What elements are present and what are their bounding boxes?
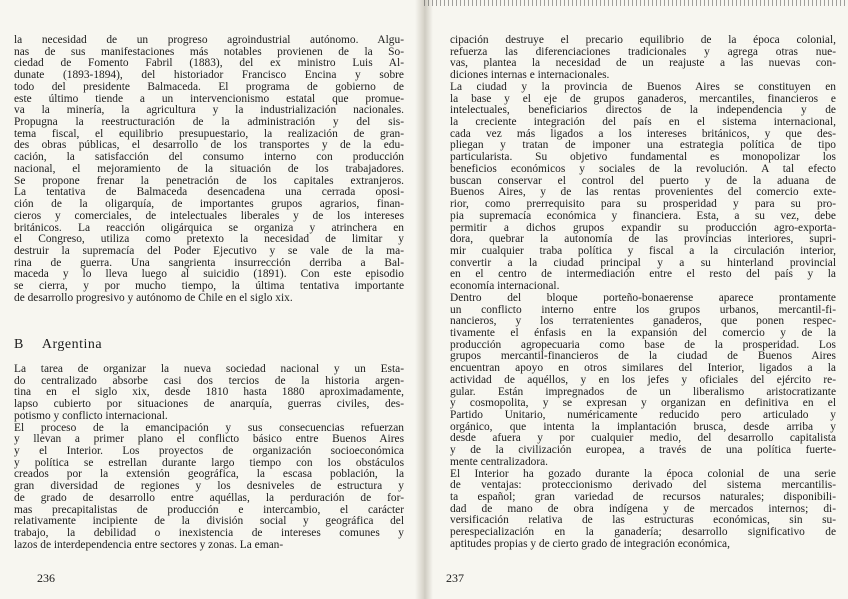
text-line: lazos de interdependencia entre sectores y zonas. La eman-: [14, 539, 284, 551]
text-line: des obras públicas, el desarrollo de los transportes y de la edu-: [14, 140, 404, 152]
text-line: Buenos Aires, y de las rentas provenientes del comercio exte-: [450, 187, 836, 199]
text-line: tema fiscal, el equilibrio presupuestario, la realización de gran-: [14, 128, 404, 140]
left-page-text-lower: [14, 364, 404, 552]
text-line: cieros y comerciales, de intelectuales liberales y de los intereses: [14, 210, 404, 222]
text-line: Propugna la reestructuración de la administración y del sis-: [14, 117, 404, 129]
text-line: va la minería, la agricultura y la industrialización nacionales.: [14, 105, 404, 117]
text-line: cada vez más ligados a los intereses británicos, y que des-: [450, 128, 836, 140]
text-line: en el centro de intermediación entre el resto del país y la: [450, 269, 836, 281]
text-line: aptitudes propias y de cierto grado de integración económica,: [450, 538, 730, 550]
text-line: mente centralizadora.: [450, 456, 549, 468]
text-line: gular. Están impregnados de un liberalismo aristocratizante: [450, 386, 836, 398]
text-line: este último tiende a un intervencionismo estatal que promue-: [14, 93, 404, 105]
right-page-text: [450, 35, 836, 551]
text-line: pliegan y tratan de imponer una estrategia política de tipo: [450, 140, 836, 152]
text-line: buscan conservar el control del puerto y de la aduana de: [450, 175, 836, 187]
book-gutter: [415, 0, 433, 599]
text-line: y cosmopolita, y se expresan y organizan en definitiva en el: [450, 398, 836, 410]
text-line: la base y el eje de grupos ganaderos, mercantiles, financieros e: [450, 93, 836, 105]
text-line: gran diversidad de regiones y los desniveles de estructura y: [14, 481, 404, 493]
text-line: de ventajas: proteccionismo derivado del sistema mercantilis-: [450, 480, 836, 492]
text-line: Se propone frenar la penetración de los capitales extranjeros.: [14, 175, 404, 187]
text-line: particularista. Su objetivo fundamental es monopolizar los: [450, 152, 836, 164]
text-line: nacional, el mejoramiento de la situación de los trabajadores.: [14, 163, 404, 175]
text-line: La tarea de organizar la nueva sociedad nacional y un Esta-: [14, 364, 404, 375]
page-number-left: 236: [37, 571, 55, 585]
text-line: intelectuales, beneficiarios directos de la independencia y de: [450, 105, 836, 117]
text-line: pia supremacía económica y financiera. Ésta, a su vez, debe: [450, 210, 836, 222]
page-number-right: 237: [446, 571, 464, 585]
text-line: diciones internas e internacionales.: [450, 70, 610, 82]
section-title: Argentina: [41, 337, 103, 352]
text-line: orgánico, que intenta la implantación brusca, desde arriba y: [450, 421, 836, 433]
text-line: rior, como prerrequisito para su prosperidad y para su pro-: [450, 199, 836, 211]
text-line: ciedad de Fomento Fabril (1883), del ex ministro Luis Al-: [14, 58, 404, 70]
text-line: y el Interior. Los proyectos de organización socioeconómica: [14, 446, 404, 458]
text-line: producción agropecuaria como base de la prosperidad. Los: [450, 339, 836, 351]
text-line: perespecialización en la ganadería; desarrollo significativo de: [450, 527, 836, 539]
text-line: trabajo, la debilidad o inexistencia de intereses comunes y: [14, 528, 404, 540]
text-line: nancieros, y los terratenientes ganaderos, que ponen respec-: [450, 316, 836, 328]
text-line: mir cualquier traba política y fiscal a la circulación interior,: [450, 245, 836, 257]
left-page-text-upper: [14, 35, 404, 305]
text-line: ción de la oligarquía, de importantes grupos agrarios, finan-: [14, 199, 404, 211]
text-line: nas de sus manifestaciones más notables provienen de la So-: [14, 46, 404, 58]
text-line: tina en el siglo xix, desde 1810 hasta 1880 aproximadamente,: [14, 387, 404, 399]
text-line: beneficios económicos y sociales de la revolución. A tal efecto: [450, 163, 836, 175]
text-line: la necesidad de un progreso agroindustrial autónomo. Algu-: [14, 35, 404, 46]
text-line: y política se estrellan durante largo tiempo con los obstáculos: [14, 457, 404, 469]
text-line: do centralizado absorbe casi dos tercios de la historia argen-: [14, 375, 404, 387]
text-line: Partido Unitario, numéricamente reducido pero articulado y: [450, 410, 836, 421]
text-line: vas, plantea la necesidad de un reajuste a las nuevas con-: [450, 58, 836, 70]
text-line: maceda y lo lleva luego al suicidio (1891). Con este episodio: [14, 269, 404, 281]
text-line: ta español; gran variedad de recursos naturales; disponibili-: [450, 492, 836, 504]
text-line: la creciente integración del país en el sistema internacional,: [450, 117, 836, 129]
text-line: lapso cubierto por situaciones de anarquía, guerras civiles, des-: [14, 399, 404, 411]
text-line: el Congreso, utiliza como pretexto la necesidad de limitar y: [14, 234, 404, 246]
text-line: dora, quebrar la autonomía de las provincias interiores, supri-: [450, 234, 836, 246]
text-line: El Interior ha gozado durante la época colonial de una serie: [450, 468, 836, 480]
text-line: encuentran apoyo en otros similares del Interior, ligados a la: [450, 363, 836, 375]
text-line: se cierra, y por mucho tiempo, la última tentativa importante: [14, 281, 404, 293]
section-heading: [14, 337, 120, 353]
scan-edge-noise: [424, 0, 848, 6]
text-line: destruir la supremacía del Poder Ejecutivo y se vale de la ma-: [14, 245, 404, 257]
text-line: economía internacional.: [450, 281, 560, 293]
text-line: todo del presidente Balmaceda. El programa de gobierno de: [14, 81, 404, 93]
text-line: y de la civilización europea, a través de una política fuerte-: [450, 445, 836, 457]
text-line: Dentro del bloque porteño-bonaerense aparece prontamente: [450, 292, 836, 304]
section-letter: B: [14, 337, 24, 352]
text-line: creados por la extensión geográfica, la escasa población, la: [14, 469, 404, 481]
text-line: grupos mercantil-financieros de la ciudad de Buenos Aires: [450, 351, 836, 363]
text-line: mas precapitalistas de producción e intercambio, el carácter: [14, 504, 404, 516]
text-line: rina de guerra. Una sangrienta insurrección derriba a Bal-: [14, 257, 404, 269]
text-line: refuerza las diferenciaciones tradicionales y agrega otras nue-: [450, 46, 836, 58]
text-line: un conflicto interno entre los grupos urbanos, mercantil-fi-: [450, 304, 836, 316]
text-line: convertir a la ciudad principal y a su hinterland provincial: [450, 257, 836, 269]
text-line: permitir a dichos grupos expandir su producción agro-exporta-: [450, 222, 836, 234]
text-line: actividad de aquéllos, y en los jefes y oficiales del ejército re-: [450, 374, 836, 386]
text-line: El proceso de la emancipación y sus consecuencias refuerzan: [14, 422, 404, 434]
text-line: versificación relativa de las estructuras económicas, sin su-: [450, 515, 836, 527]
text-line: desde afuera y por cualquier medio, del desarrollo capitalista: [450, 433, 836, 445]
text-line: cipación destruye el precario equilibrio de la época colonial,: [450, 35, 836, 46]
text-line: potismo y conflicto internacional.: [14, 410, 168, 422]
text-line: relativamente incipiente de la división social y geográfica del: [14, 516, 404, 528]
text-line: La tentativa de Balmaceda desencadena una cerrada oposi-: [14, 187, 404, 199]
text-line: dad de mano de obra indígena y de mercados internos; di-: [450, 503, 836, 515]
text-line: británicos. La reacción oligárquica se organiza y atrinchera en: [14, 222, 404, 234]
text-line: de grado de desarrollo entre aquéllas, la perduración de for-: [14, 492, 404, 504]
text-line: dunate (1893-1894), del historiador Francisco Encina y sobre: [14, 70, 404, 82]
text-line: La ciudad y la provincia de Buenos Aires se constituyen en: [450, 81, 836, 93]
text-line: tivamente el énfasis en la expansión del comercio y de la: [450, 327, 836, 339]
right-page: [424, 0, 848, 599]
text-line: de desarrollo progresivo y autónomo de Chile en el siglo xix.: [14, 292, 293, 304]
text-line: y llevan a primer plano el conflicto básico entre Buenos Aires: [14, 434, 404, 446]
text-line: cación, la satisfacción del consumo interno con producción: [14, 152, 404, 164]
